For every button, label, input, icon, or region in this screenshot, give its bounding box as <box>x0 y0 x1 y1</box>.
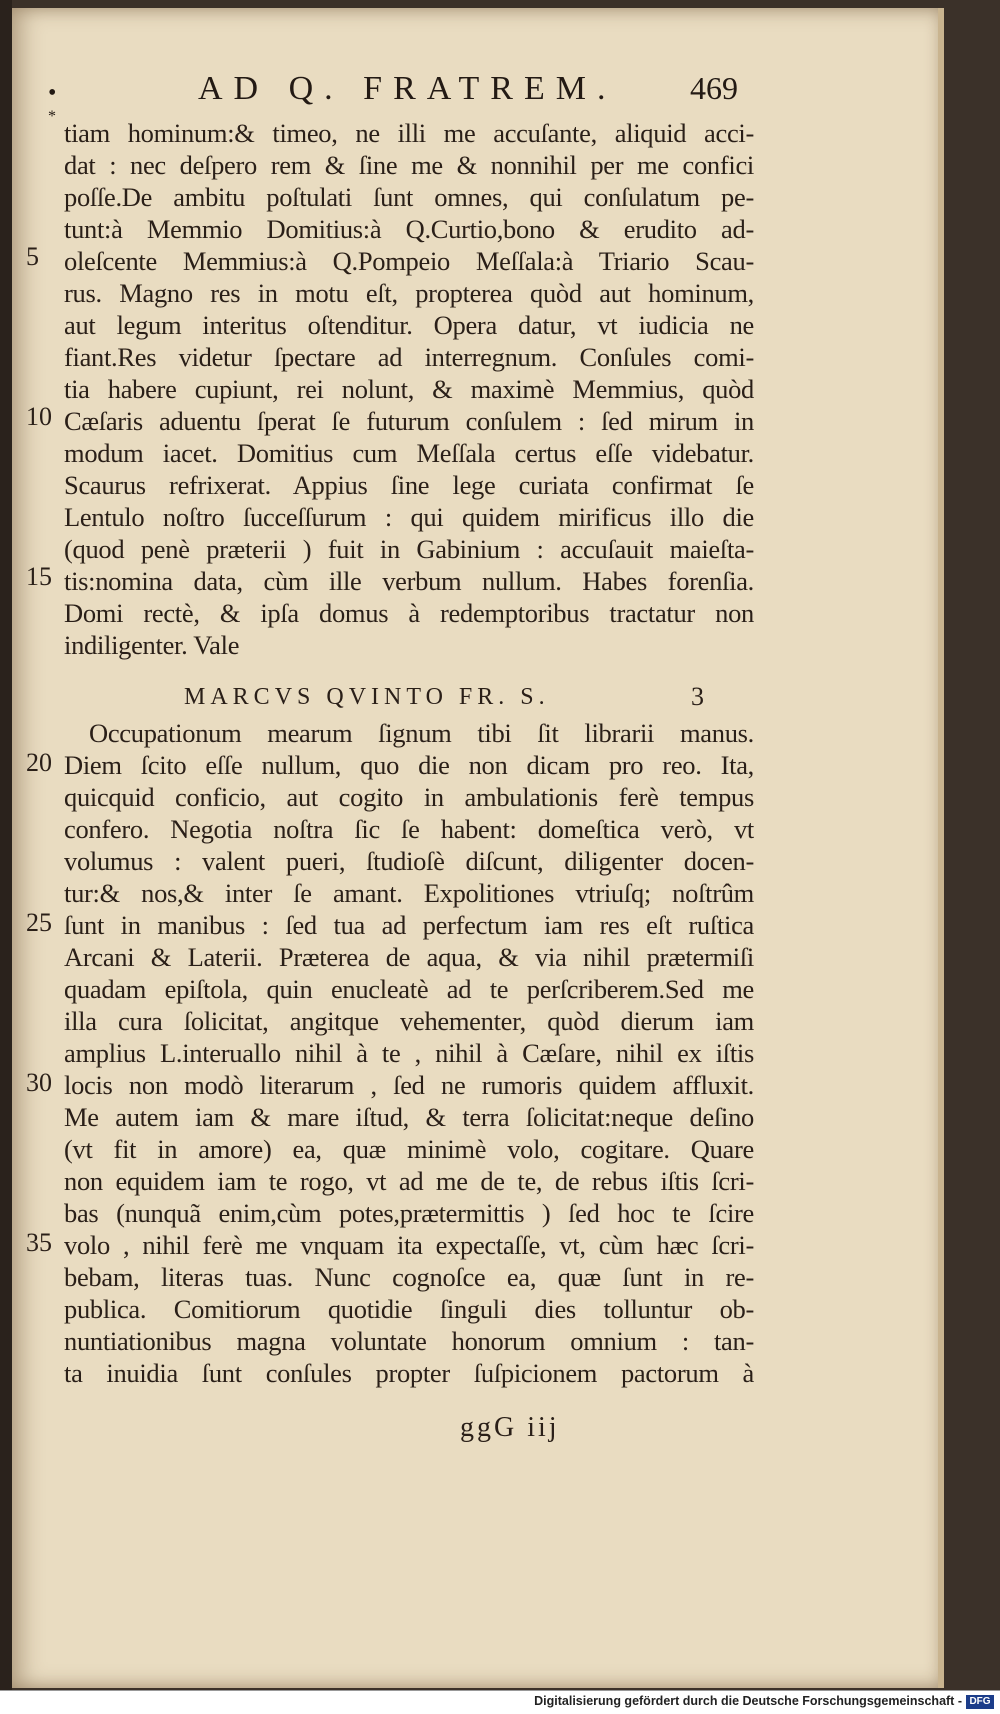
text-line: amplius L.interuallo nihil à te , nihil à Cæſare, nihil ex iſtis <box>64 1038 754 1068</box>
page-edge <box>938 8 944 1688</box>
text-line: quadam epiſtola, quin enucleatè ad te perſcriberem.Sed me <box>64 974 754 1004</box>
header-corner-mark: * <box>48 108 56 125</box>
text-line: confero. Negotia noſtra ſic ſe habent: domeſtica verò, vt <box>64 814 754 844</box>
text-line: bas (nunquã enim,cùm potes,prætermittis ) ſed hoc te ſcire <box>64 1198 754 1228</box>
text-line: bebam, literas tuas. Nunc cognoſce ea, quæ ſunt in re- <box>64 1262 754 1292</box>
text-line: (vt fit in amore) ea, quæ minimè volo, cogitare. Quare <box>64 1134 754 1164</box>
text-line: locis non modò literarum , ſed ne rumoris quidem affluxit. <box>64 1070 754 1100</box>
text-line: tur:& nos,& inter ſe amant. Expolitiones vtriuſq; noſtrûm <box>64 878 754 908</box>
text-line: poſſe.De ambitu poſtulati ſunt omnes, qui conſulatum pe- <box>64 182 754 212</box>
running-title: AD Q. FRATREM. <box>198 70 617 107</box>
text-line: ſunt in manibus : ſed tua ad perfectum iam res eſt ruſtica <box>64 910 754 940</box>
line-number: 15 <box>26 562 52 591</box>
text-line: Diem ſcito eſſe nullum, quo die non dicam pro reo. Ita, <box>64 750 754 780</box>
letter-number: 3 <box>691 682 704 711</box>
line-number: 5 <box>26 242 39 271</box>
text-line: illa cura ſolicitat, angitque vehementer, quòd dierum iam <box>64 1006 754 1036</box>
line-number: 35 <box>26 1228 52 1257</box>
letter-heading-text: MARCVS QVINTO FR. S. <box>184 684 550 710</box>
text-line: publica. Comitiorum quotidie ſinguli dies tolluntur ob- <box>64 1294 754 1324</box>
text-line: oleſcente Memmius:à Q.Pompeio Meſſala:à Triario Scau- <box>64 246 754 276</box>
line-number: 20 <box>26 748 52 777</box>
line-number: 25 <box>26 908 52 937</box>
text-line: indiligenter. Vale <box>64 630 240 660</box>
text-line: tia habere cupiunt, rei nolunt, & maximè Memmius, quòd <box>64 374 754 404</box>
text-line: volumus : valent pueri, ſtudioſè diſcunt, diligenter docen- <box>64 846 754 876</box>
text-line: Cæſaris aduentu ſperat ſe futurum conſulem : ſed mirum in <box>64 406 754 436</box>
book-page <box>12 8 944 1688</box>
text-line: Lentulo noſtro ſucceſſurum : qui quidem mirificus illo die <box>64 502 754 532</box>
digitization-footer <box>0 1690 1000 1714</box>
text-line: Domi rectè, & ipſa domus à redemptoribus tractatur non <box>64 598 754 628</box>
text-line: aut legum interitus oſtenditur. Opera datur, vt iudicia ne <box>64 310 754 340</box>
text-line: tiam hominum:& timeo, ne illi me accuſante, aliquid acci- <box>64 118 754 148</box>
text-line: modum iacet. Domitius cum Meſſala certus eſſe videbatur. <box>64 438 754 468</box>
header-bullet: • <box>48 80 57 106</box>
signature-mark: ggG iij <box>460 1412 560 1443</box>
text-line: ta inuidia ſunt conſules propter ſuſpicionem pactorum à <box>64 1358 754 1388</box>
book-edge <box>0 0 12 1713</box>
text-line: quicquid conficio, aut cogito in ambulationis ferè tempus <box>64 782 754 812</box>
text-line: (quod penè præterii ) fuit in Gabinium : accuſauit maieſta- <box>64 534 754 564</box>
text-line: Me autem iam & mare iſtud, & terra ſolicitat:neque deſino <box>64 1102 754 1132</box>
text-line: tunt:à Memmio Domitius:à Q.Curtio,bono & erudito ad- <box>64 214 754 244</box>
line-number: 30 <box>26 1068 52 1097</box>
text-line: volo , nihil ferè me vnquam ita expectaſſe, vt, cùm hæc ſcri- <box>64 1230 754 1260</box>
page-number: 469 <box>690 70 738 106</box>
text-line: Occupationum mearum ſignum tibi ſit librarii manus. <box>89 718 754 748</box>
text-line: tis:nomina data, cùm ille verbum nullum. Habes forenſia. <box>64 566 754 596</box>
line-number: 10 <box>26 402 52 431</box>
text-line: nuntiationibus magna voluntate honorum omnium : tan- <box>64 1326 754 1356</box>
letter-heading <box>184 680 704 714</box>
dfg-logo: DFG <box>966 1695 994 1709</box>
text-line: non equidem iam te rogo, vt ad me de te, de rebus iſtis ſcri- <box>64 1166 754 1196</box>
text-line: Scaurus refrixerat. Appius ſine lege curiata confirmat ſe <box>64 470 754 500</box>
footer-credit: Digitalisierung gefördert durch die Deutsche Forschungsgemeinschaft - <box>534 1694 962 1708</box>
text-line: fiant.Res videtur ſpectare ad interregnum. Conſules comi- <box>64 342 754 372</box>
text-line: rus. Magno res in motu eſt, propterea quòd aut hominum, <box>64 278 754 308</box>
text-line: Arcani & Laterii. Præterea de aqua, & via nihil prætermiſi <box>64 942 754 972</box>
running-header <box>48 70 738 125</box>
text-line: dat : nec deſpero rem & ſine me & nonnihil per me confici <box>64 150 754 180</box>
